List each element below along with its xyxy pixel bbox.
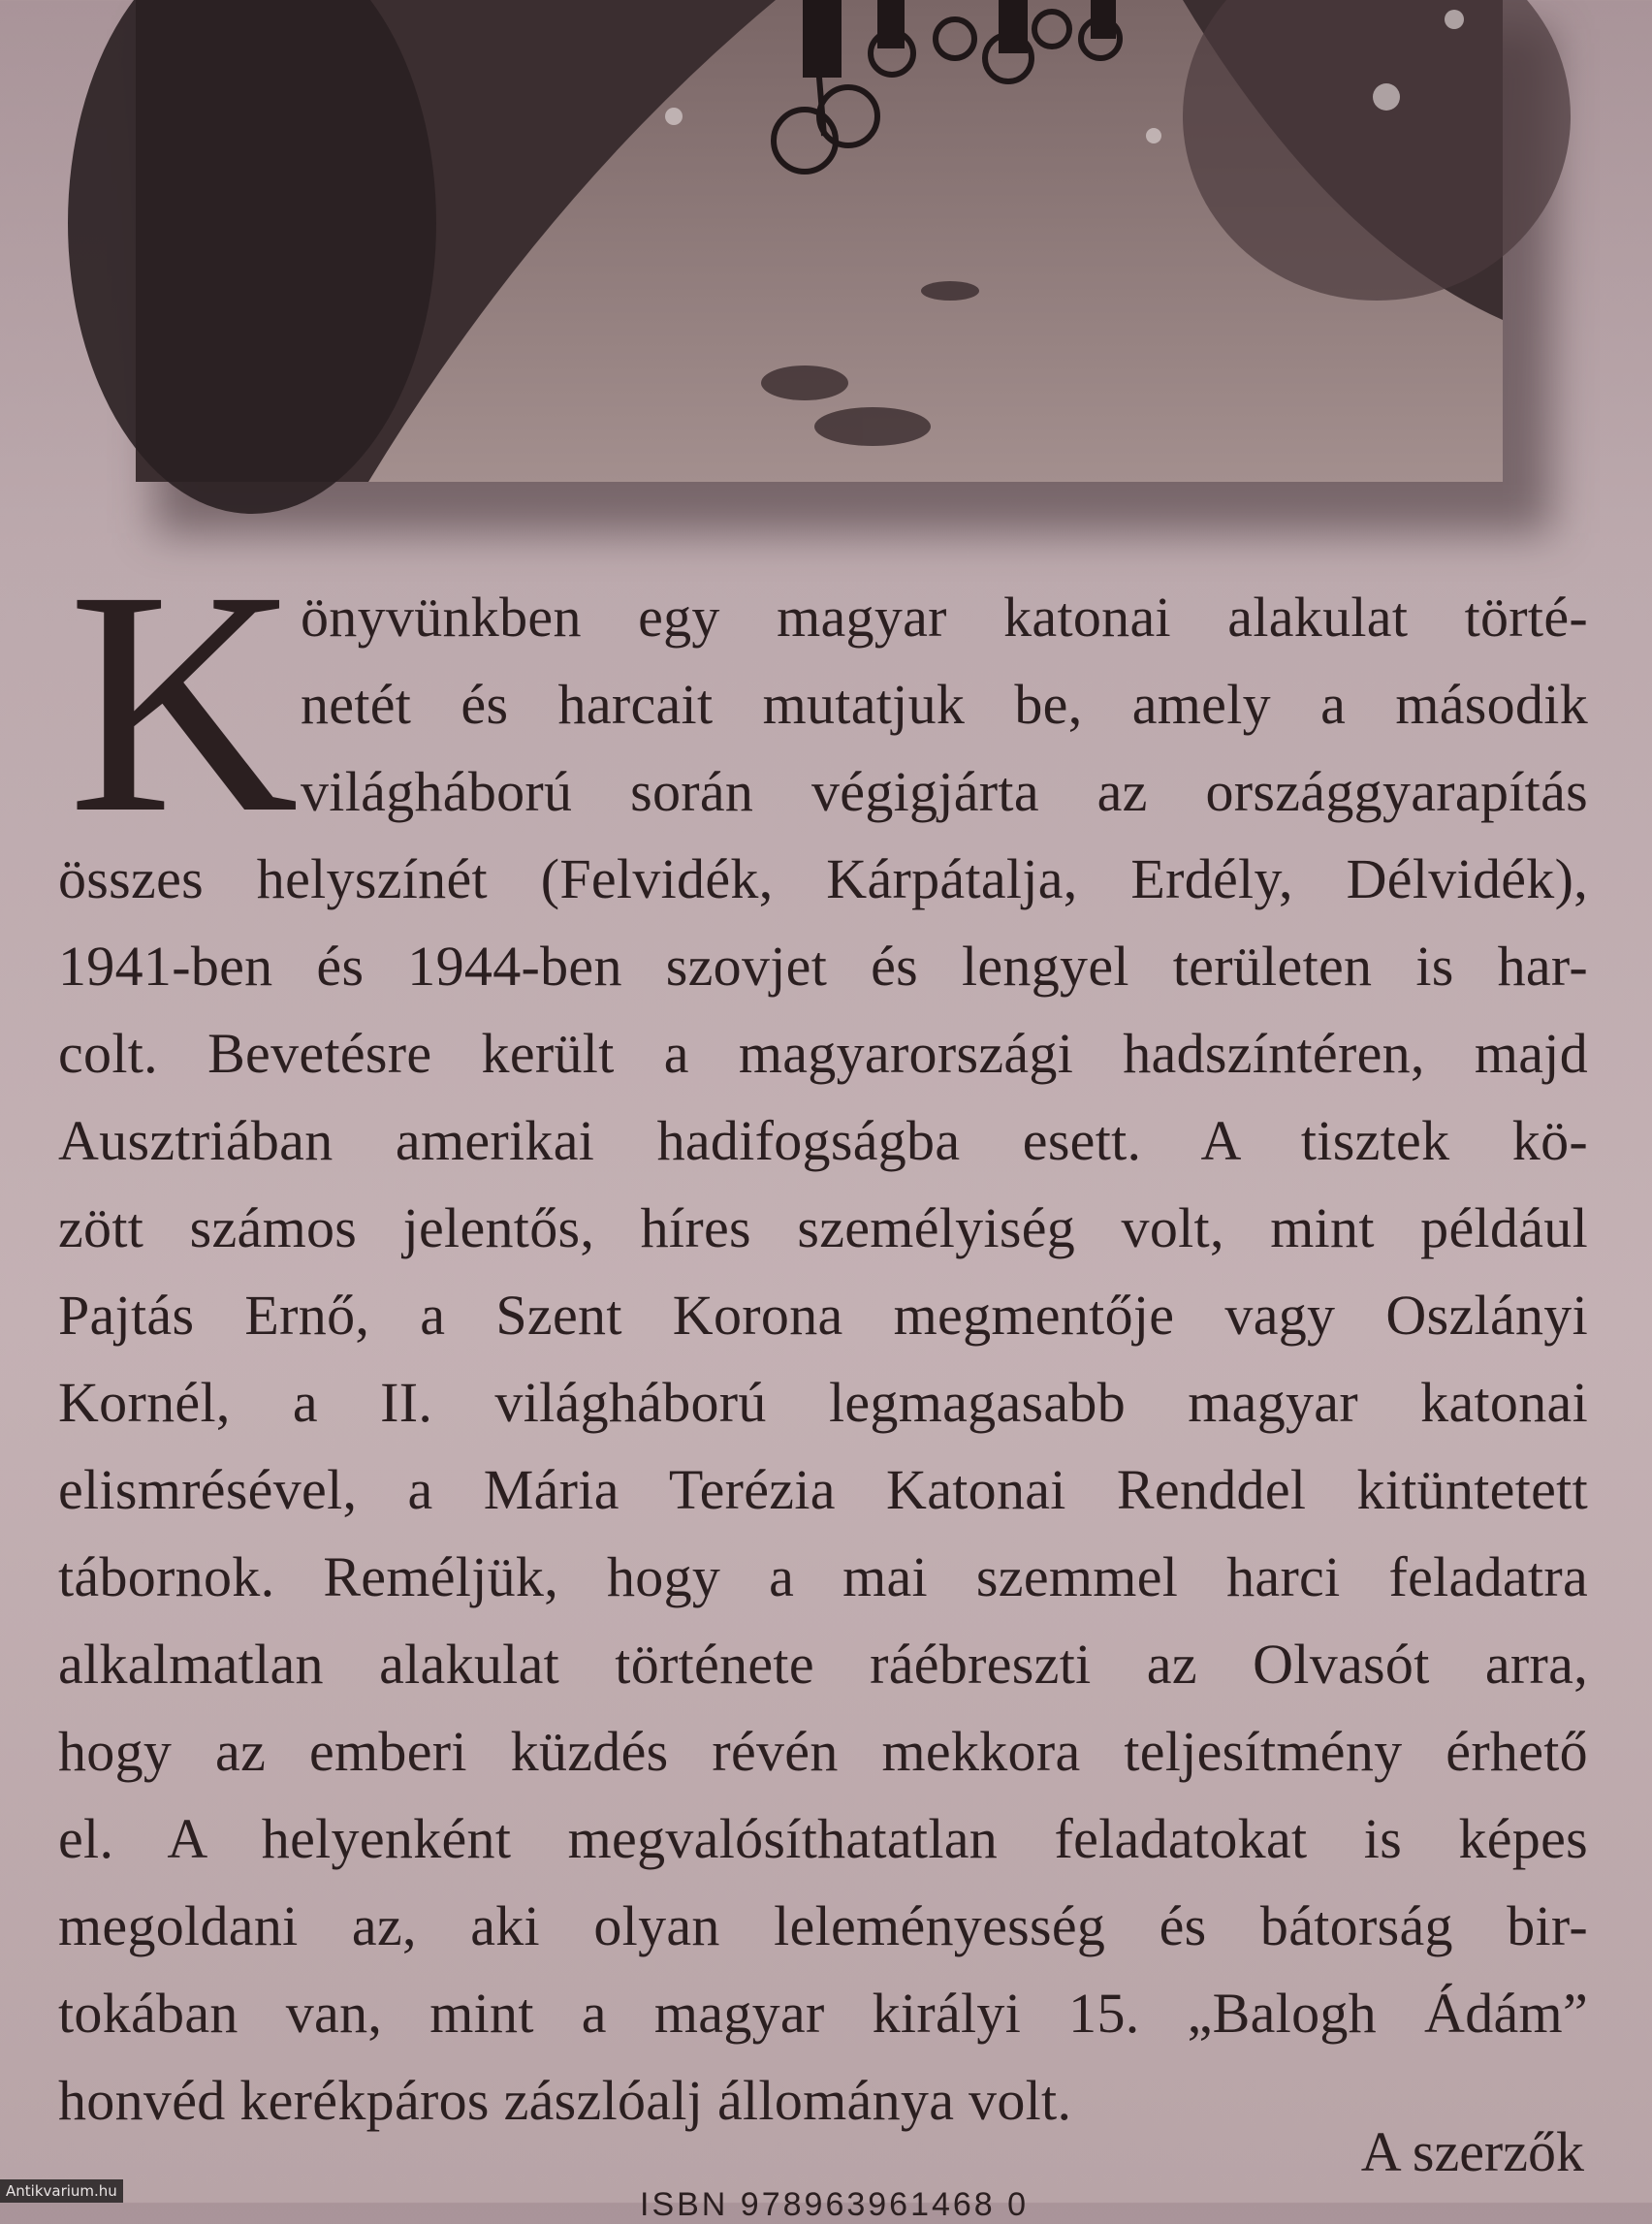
text-line: netét és harcait mutatjuk be, amely a második — [301, 673, 1588, 736]
source-watermark[interactable]: Antikvarium.hu — [0, 2179, 123, 2203]
text-line: Pajtás Ernő, a Szent Korona megmentője vagy Oszlányi — [58, 1284, 1588, 1347]
authors-signature: A szerzők — [1360, 2120, 1584, 2183]
isbn-number: ISBN 978963961468 0 — [640, 2186, 1030, 2223]
text-line: összes helyszínét (Felvidék, Kárpátalja, Erdély, Délvidék), — [58, 847, 1588, 910]
text-line: elismrésével, a Mária Terézia Katonai Renddel kitüntetett — [58, 1458, 1588, 1521]
text-line: 1941-ben és 1944-ben szovjet és lengyel területen is har- — [58, 935, 1588, 998]
text-line: megoldani az, aki olyan leleményesség és bátorság bir- — [58, 1894, 1588, 1957]
text-line: tábornok. Reméljük, hogy a mai szemmel harci feladatra — [58, 1545, 1588, 1608]
text-line: zött számos jelentős, híres személyiség volt, mint például — [58, 1196, 1588, 1259]
text-line: el. A helyenként megvalósíthatatlan feladatokat is képes — [58, 1807, 1588, 1870]
text-line: hogy az emberi küzdés révén mekkora teljesítmény érhető — [58, 1720, 1588, 1783]
text-line: Kornél, a II. világháború legmagasabb magyar katonai — [58, 1371, 1588, 1434]
bicycle-soldiers-photo-icon — [136, 0, 1503, 482]
drop-cap-letter: K — [68, 525, 300, 879]
text-line: alkalmatlan alakulat története ráébreszti az Olvasót arra, — [58, 1633, 1588, 1696]
text-line: colt. Bevetésre került a magyarországi hadszíntéren, majd — [58, 1022, 1588, 1085]
cover-photo — [136, 0, 1503, 482]
text-line: Ausztriában amerikai hadifogságba esett. A tisztek kö- — [58, 1109, 1588, 1172]
text-line: honvéd kerékpáros zászlóalj állománya volt. — [58, 2069, 1072, 2132]
text-line: tokában van, mint a magyar királyi 15. „Balogh Ádám” — [58, 1982, 1588, 2045]
text-line: világháború során végigjárta az országgyarapítás — [301, 760, 1588, 823]
text-line: önyvünkben egy magyar katonai alakulat törté- — [301, 586, 1588, 649]
